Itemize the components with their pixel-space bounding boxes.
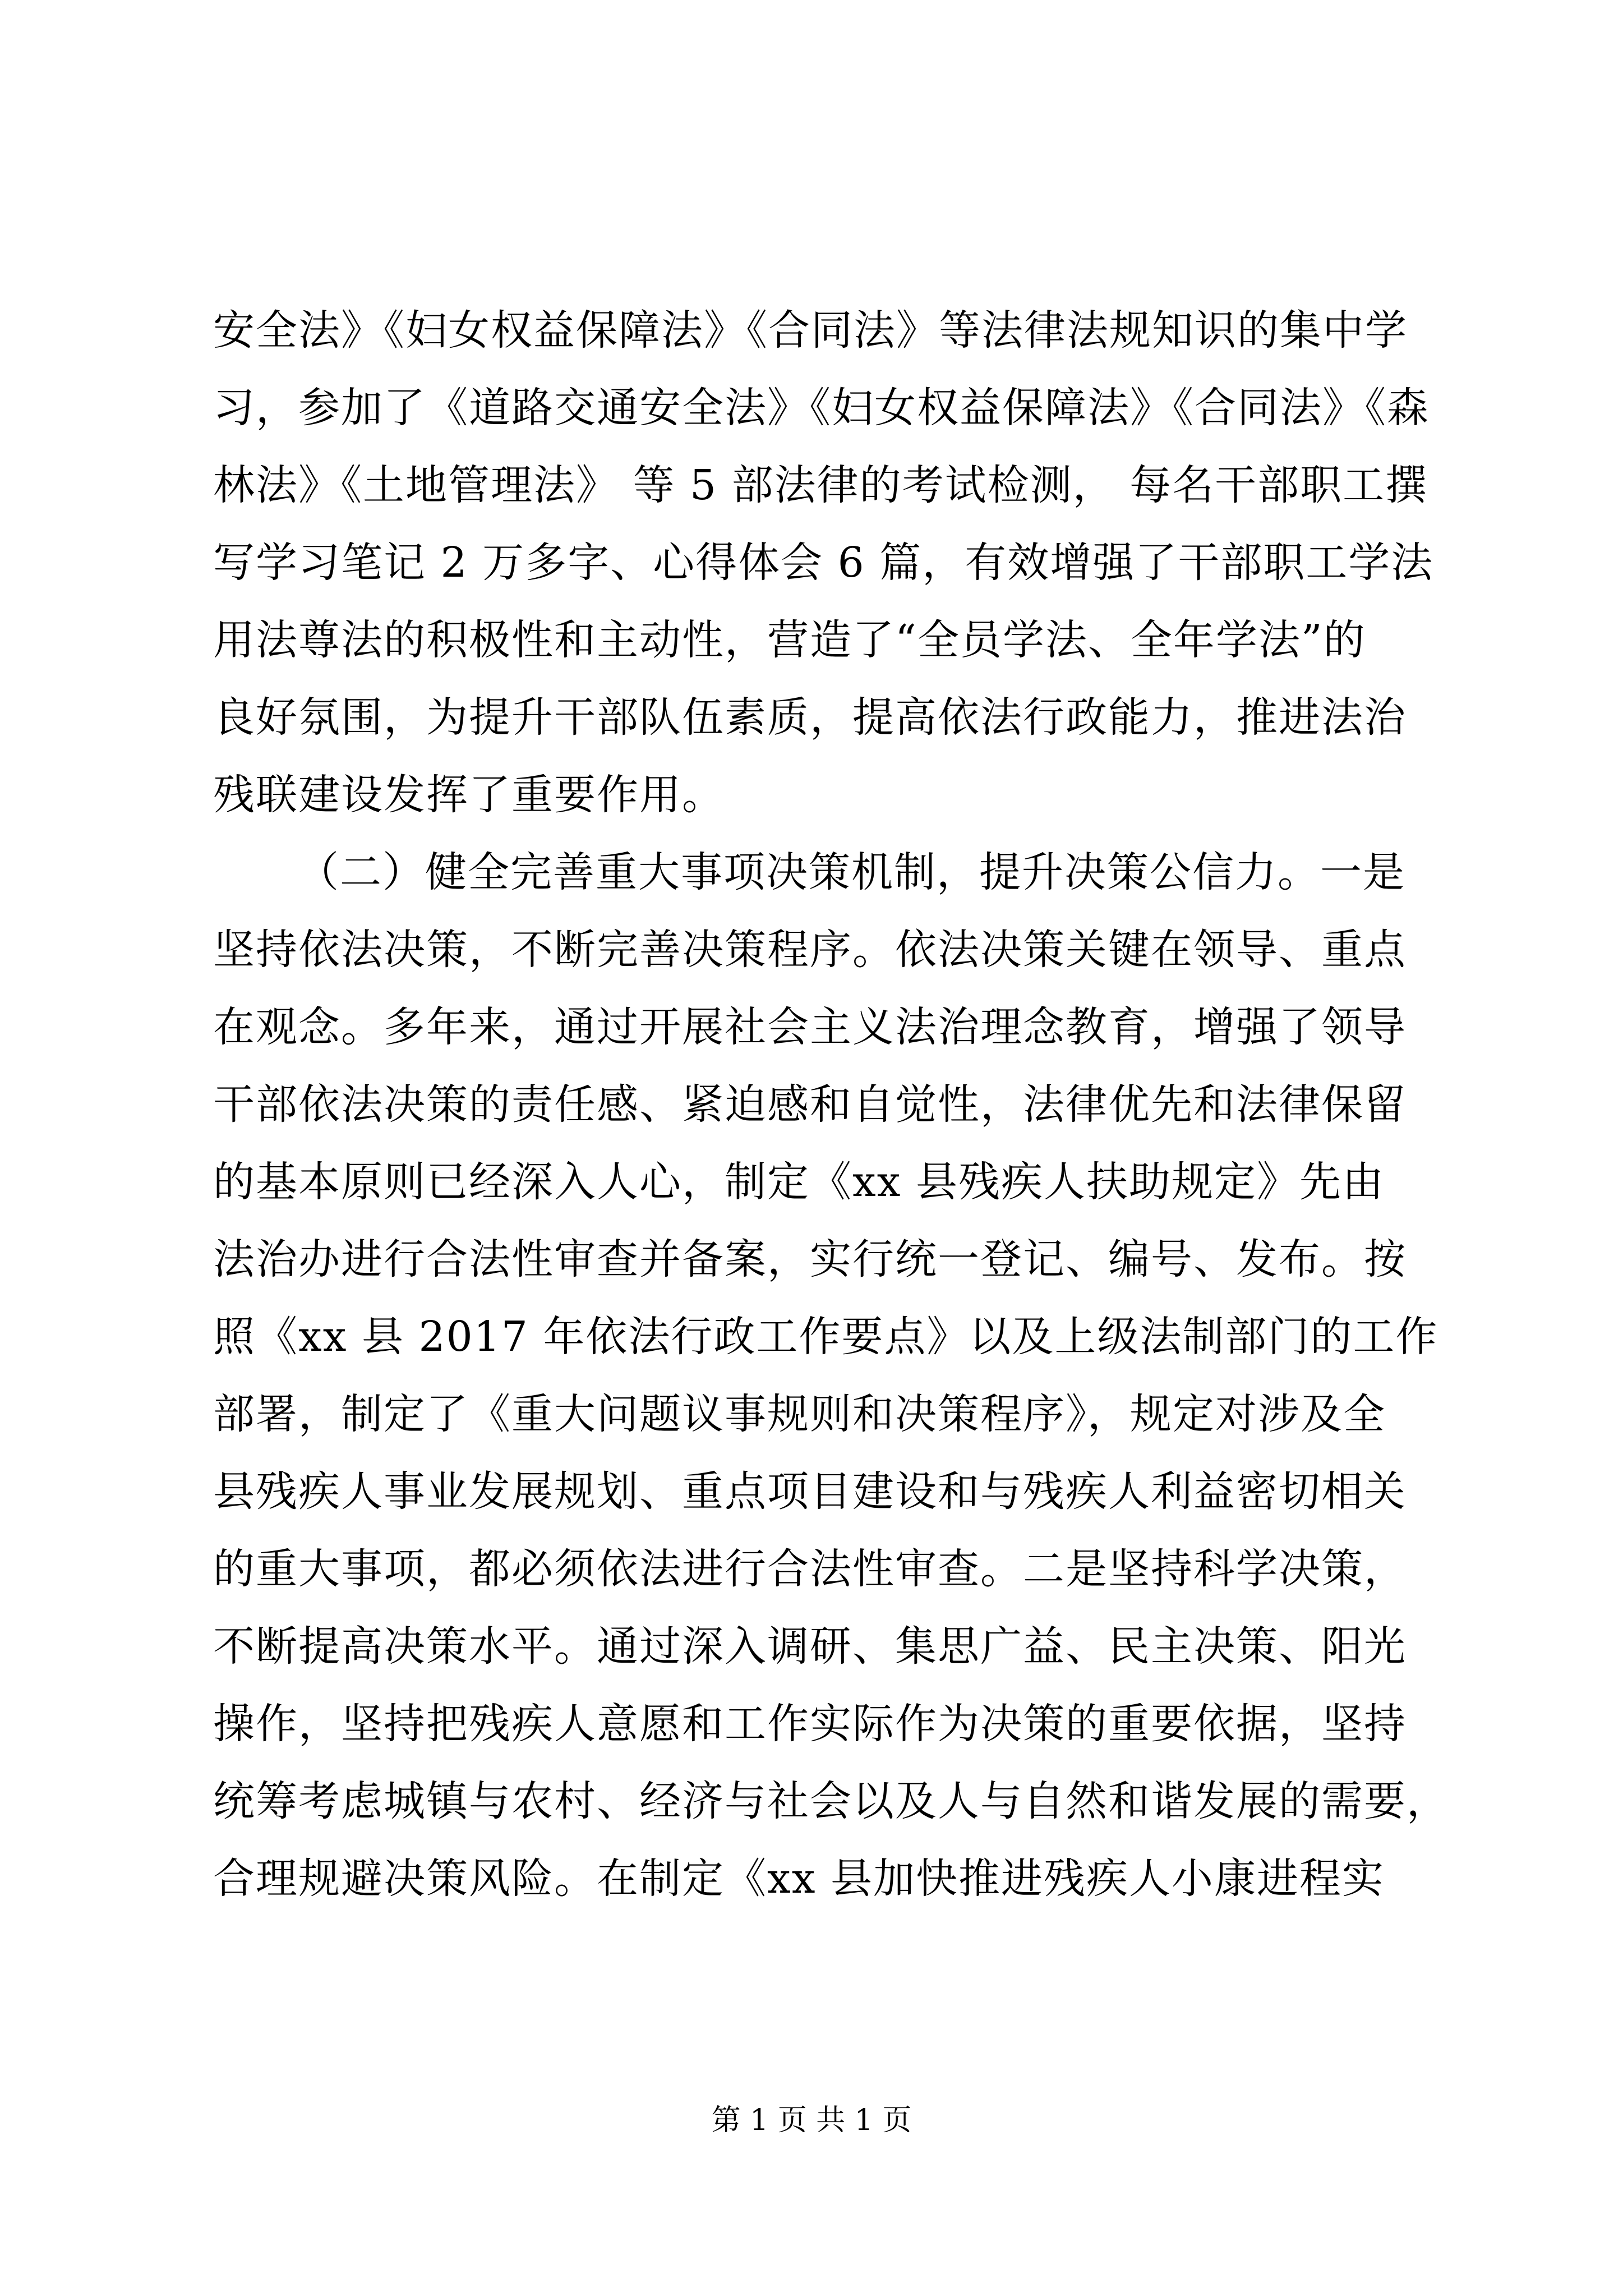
text-line: 写学习笔记 2 万多字、心得体会 6 篇，有效增强了干部职工学法: [213, 539, 1434, 587]
text-line: 操作，坚持把残疾人意愿和工作实际作为决策的重要依据，坚持: [213, 1700, 1407, 1748]
text-line: 合理规避决策风险。在制定《xx 县加快推进残疾人小康进程实: [213, 1855, 1385, 1903]
text-line: 部署，制定了《重大问题议事规则和决策程序》，规定对涉及全: [213, 1390, 1386, 1438]
text-line: 在观念。多年来，通过开展社会主义法治理念教育，增强了领导: [213, 1003, 1407, 1051]
text-line: 照《xx 县 2017 年依法行政工作要点》以及上级法制部门的工作: [213, 1313, 1438, 1361]
text-line: 安全法》《妇女权益保障法》《合同法》等法律法规知识的集中学: [213, 306, 1408, 355]
text-line: 坚持依法决策，不断完善决策程序。依法决策关键在领导、重点: [213, 926, 1407, 974]
page-number-footer: 第 1 页 共 1 页: [711, 2104, 912, 2137]
text-line: 不断提高决策水平。通过深入调研、集思广益、民主决策、阳光: [213, 1622, 1407, 1671]
body-text: [213, 292, 1449, 1917]
text-line: 的基本原则已经深入人心，制定《xx 县残疾人扶助规定》先由: [213, 1158, 1385, 1206]
text-line: 习，参加了《道路交通安全法》《妇女权益保障法》《合同法》《森: [213, 384, 1430, 432]
section-heading-line: （二）健全完善重大事项决策机制，提升决策公信力。一是: [297, 848, 1405, 896]
text-line: 法治办进行合法性审查并备案，实行统一登记、编号、发布。按: [213, 1235, 1407, 1283]
text-line: 统筹考虑城镇与农村、经济与社会以及人与自然和谐发展的需要，: [213, 1777, 1449, 1825]
text-line: 残联建设发挥了重要作用。: [213, 771, 725, 819]
text-line: 林法》《土地管理法》 等 5 部法律的考试检测， 每名干部职工撰: [213, 461, 1428, 509]
text-line: 县残疾人事业发展规划、重点项目建设和与残疾人利益密切相关: [213, 1467, 1407, 1516]
text-line: 良好氛围，为提升干部队伍素质，提高依法行政能力，推进法治: [213, 693, 1407, 742]
text-line: 用法尊法的积极性和主动性，营造了“全员学法、全年学法”的: [213, 616, 1366, 664]
text-line: 的重大事项，都必须依法进行合法性审查。二是坚持科学决策，: [213, 1545, 1407, 1593]
text-line: 干部依法决策的责任感、紧迫感和自觉性，法律优先和法律保留: [213, 1080, 1407, 1129]
